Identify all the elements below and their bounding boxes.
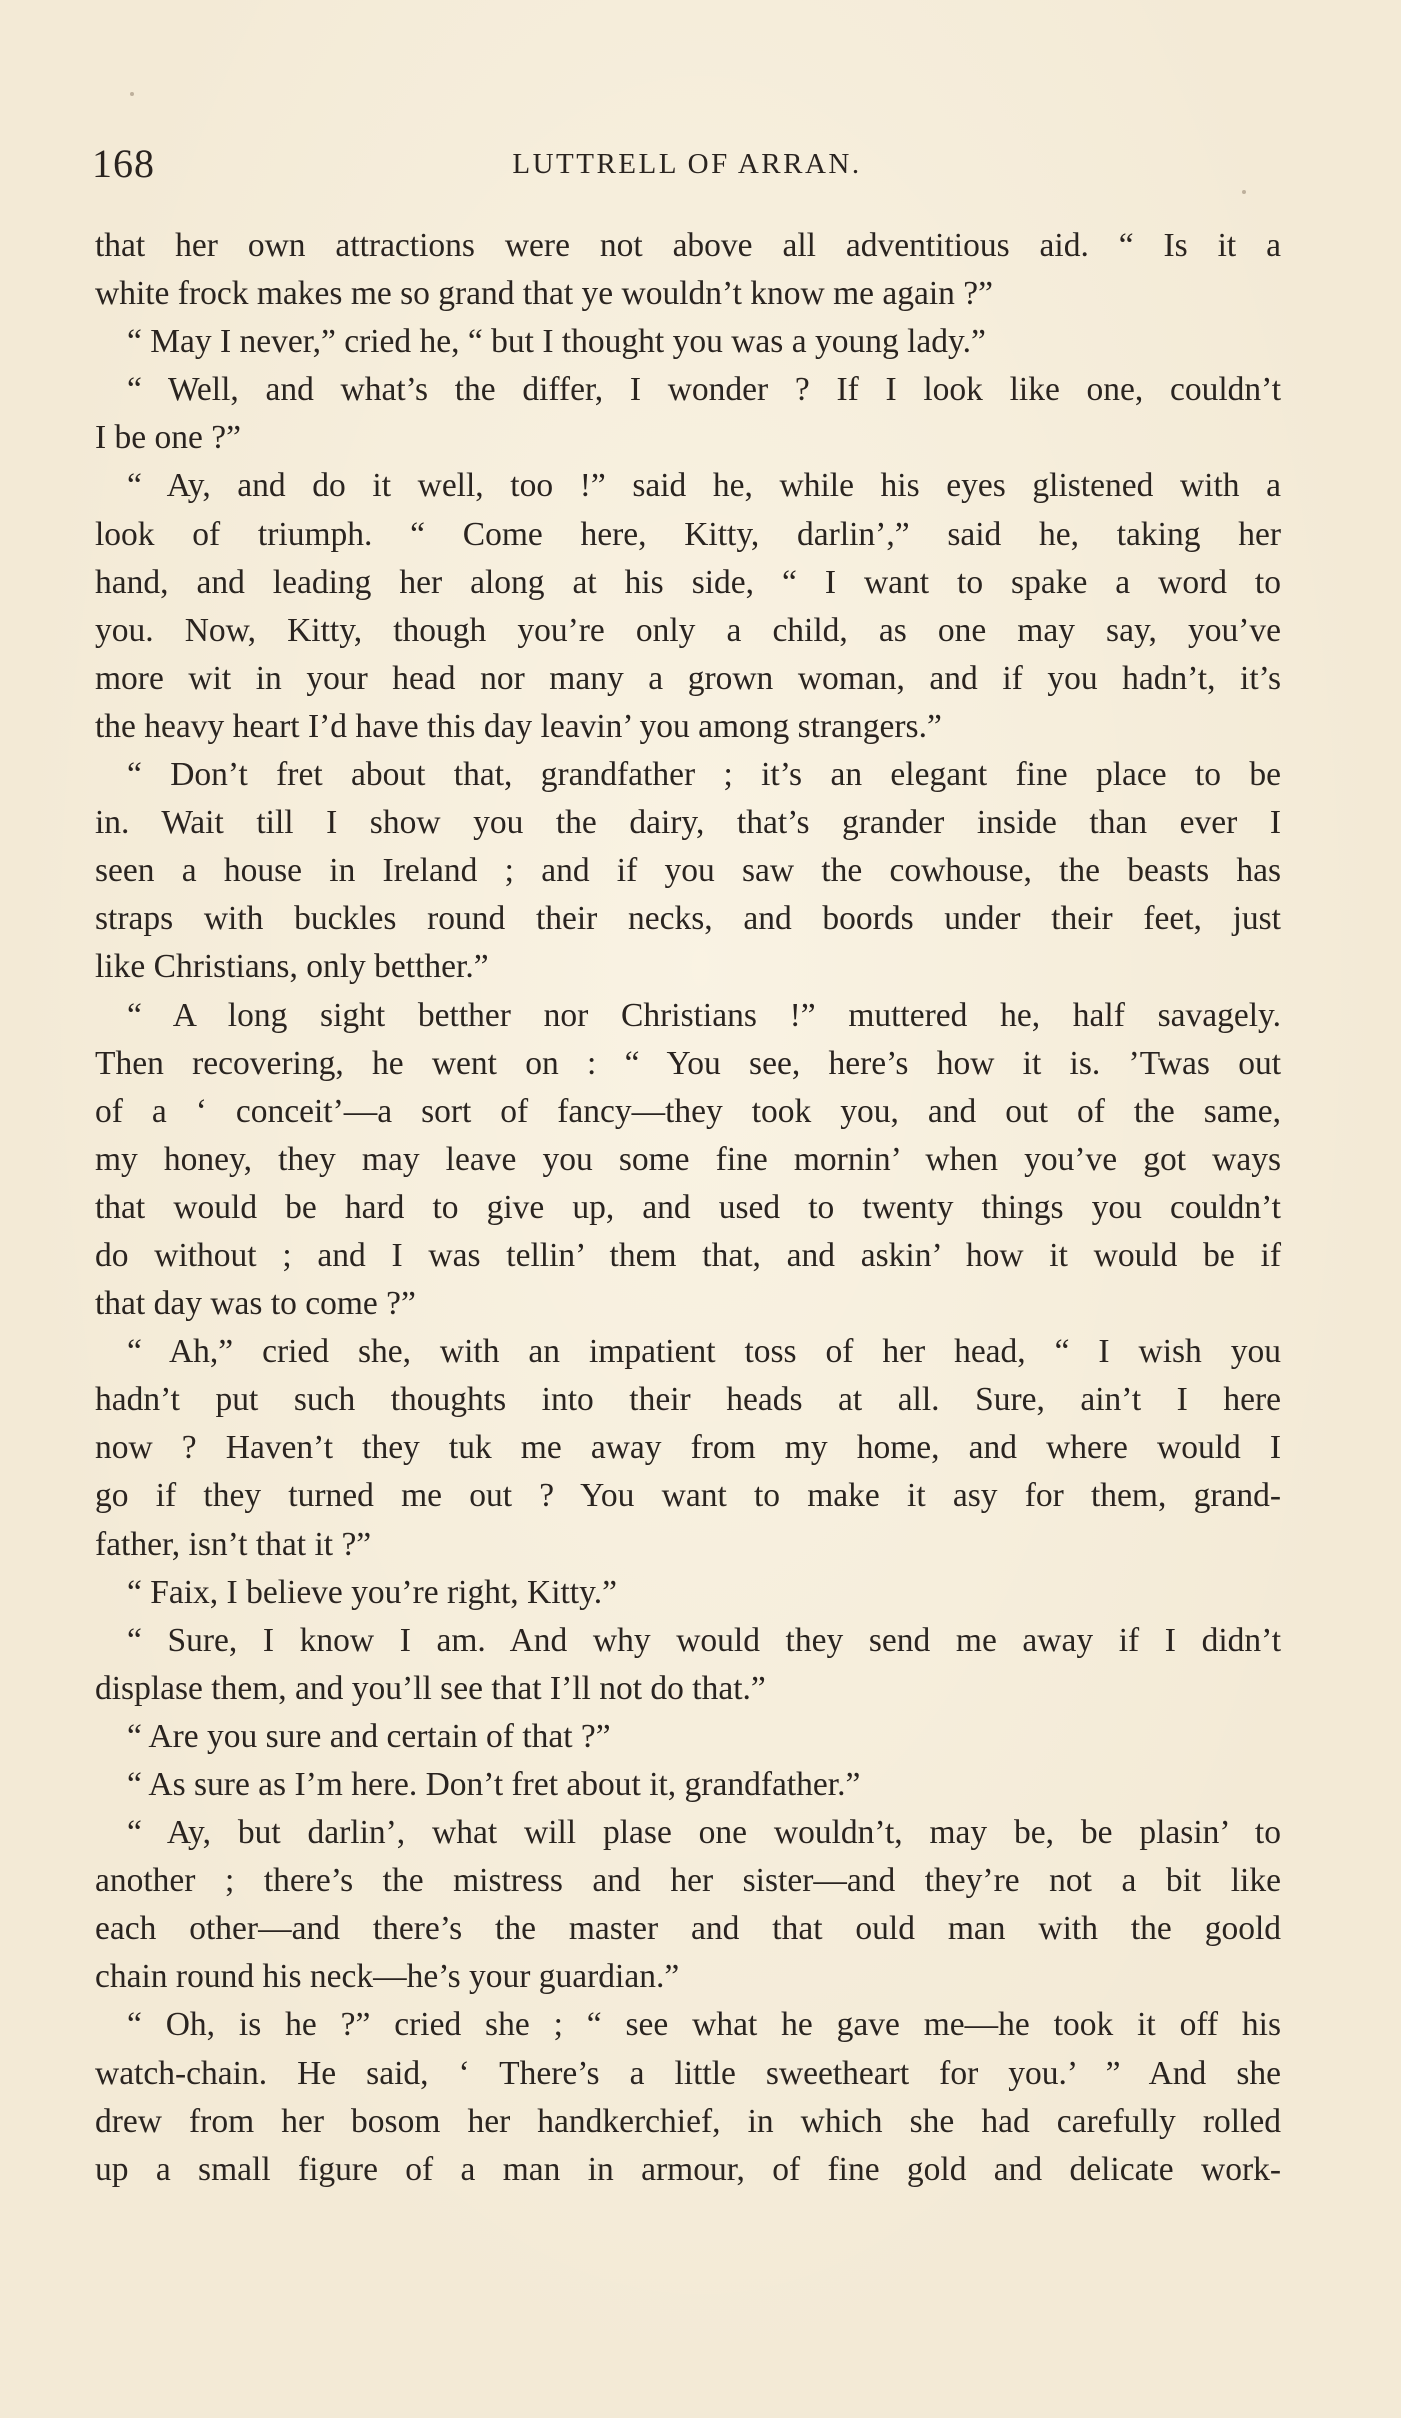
text-line: “ Sure, I know I am. And why would they send me away if I didn’t (127, 1621, 1281, 1659)
text-line: more wit in your head nor many a grown woman, and if you hadn’t, it’s (95, 659, 1281, 697)
text-line: up a small figure of a man in armour, of fine gold and delicate work- (95, 2150, 1281, 2188)
text-line: “ Are you sure and certain of that ?” (127, 1717, 611, 1755)
text-line: that would be hard to give up, and used to twenty things you couldn’t (95, 1188, 1281, 1226)
text-line: chain round his neck—he’s your guardian.” (95, 1958, 680, 1996)
page-header (92, 140, 1282, 200)
paper-speck (130, 92, 134, 96)
text-line: “ Ay, but darlin’, what will plase one wouldn’t, may be, be plasin’ to (127, 1814, 1281, 1852)
text-line: now ? Haven’t they tuk me away from my home, and where would I (95, 1429, 1281, 1467)
text-line: Then recovering, he went on : “ You see, here’s how it is. ’Twas out (95, 1044, 1281, 1082)
text-line: hadn’t put such thoughts into their heads at all. Sure, ain’t I here (95, 1381, 1281, 1419)
text-line: displase them, and you’ll see that I’ll not do that.” (95, 1669, 766, 1707)
running-title: LUTTRELL OF ARRAN. (512, 148, 862, 180)
text-line: of a ‘ conceit’—a sort of fancy—they took you, and out of the same, (95, 1092, 1281, 1130)
text-line: “ Faix, I believe you’re right, Kitty.” (127, 1573, 617, 1611)
text-line: “ May I never,” cried he, “ but I thought you was a young lady.” (127, 323, 986, 361)
text-line: “ Well, and what’s the differ, I wonder ? If I look like one, couldn’t (127, 371, 1281, 409)
text-line: go if they turned me out ? You want to make it asy for them, grand- (95, 1477, 1281, 1515)
text-line: that day was to come ?” (95, 1285, 416, 1323)
text-line: hand, and leading her along at his side, “ I want to spake a word to (95, 563, 1281, 601)
text-line: seen a house in Ireland ; and if you saw the cowhouse, the beasts has (95, 852, 1281, 890)
text-line: straps with buckles round their necks, and boords under their feet, just (95, 900, 1281, 938)
text-line: my honey, they may leave you some fine mornin’ when you’ve got ways (95, 1140, 1281, 1178)
text-line: watch-chain. He said, ‘ There’s a little sweetheart for you.’ ” And she (95, 2054, 1281, 2092)
page-number: 168 (92, 141, 155, 186)
text-line: each other—and there’s the master and that ould man with the goold (95, 1910, 1281, 1948)
text-line: “ A long sight betther nor Christians !” muttered he, half savagely. (127, 996, 1281, 1034)
text-line: like Christians, only betther.” (95, 948, 489, 986)
text-line: the heavy heart I’d have this day leavin’ you among strangers.” (95, 707, 942, 745)
text-line: do without ; and I was tellin’ them that, and askin’ how it would be if (95, 1236, 1281, 1274)
text-line: in. Wait till I show you the dairy, that’s grander inside than ever I (95, 804, 1281, 842)
text-line: “ Ay, and do it well, too !” said he, while his eyes glistened with a (127, 467, 1281, 505)
text-line: drew from her bosom her handkerchief, in which she had carefully rolled (95, 2102, 1281, 2140)
body-text (95, 222, 1281, 2194)
text-line: “ As sure as I’m here. Don’t fret about it, grandfather.” (127, 1766, 861, 1803)
text-line: white frock makes me so grand that ye wouldn’t know me again ?” (95, 275, 994, 313)
text-line: “ Ah,” cried she, with an impatient toss of her head, “ I wish you (127, 1333, 1281, 1371)
text-line: “ Oh, is he ?” cried she ; “ see what he gave me—he took it off his (127, 2006, 1281, 2044)
text-line: I be one ?” (95, 419, 242, 457)
text-line: father, isn’t that it ?” (95, 1525, 372, 1563)
text-line: another ; there’s the mistress and her sister—and they’re not a bit like (95, 1862, 1281, 1900)
text-line: you. Now, Kitty, though you’re only a child, as one may say, you’ve (95, 611, 1281, 649)
text-line: that her own attractions were not above all adventitious aid. “ Is it a (95, 227, 1281, 264)
text-line: “ Don’t fret about that, grandfather ; it’s an elegant fine place to be (127, 756, 1281, 794)
text-line: look of triumph. “ Come here, Kitty, darlin’,” said he, taking her (95, 515, 1281, 553)
